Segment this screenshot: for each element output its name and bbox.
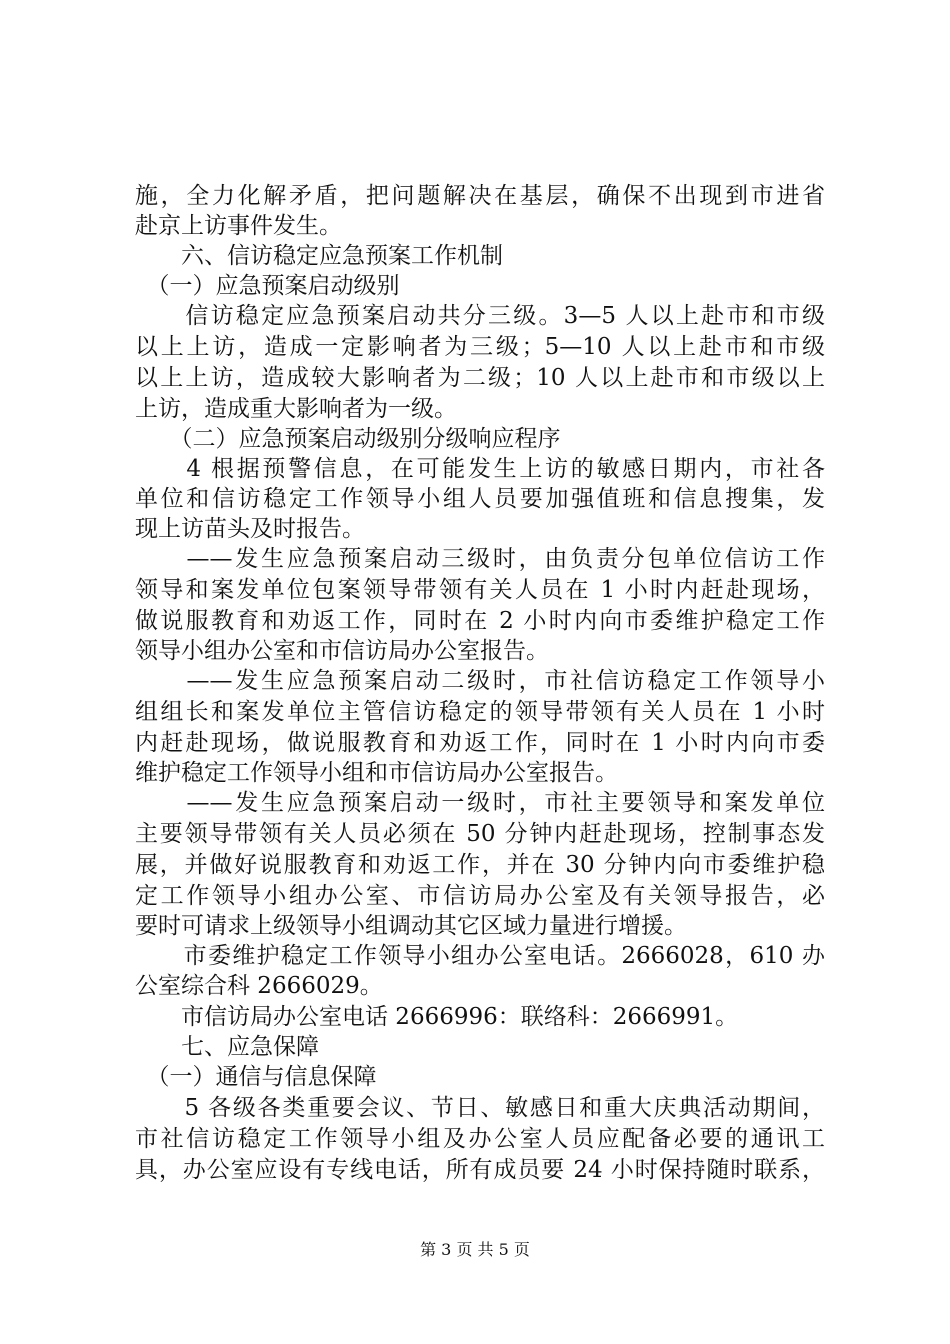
text-line: 以上上访，造成较大影响者为二级；10 人以上赴市和市级以上 (135, 365, 825, 391)
text-line: 市委维护稳定工作领导小组办公室电话。2666028，610 办 (135, 943, 825, 969)
subsection-heading: （二）应急预案启动级别分级响应程序 (135, 426, 561, 452)
text-line: 展，并做好说服教育和劝返工作，并在 30 分钟内向市委维护稳 (135, 852, 825, 878)
text-line: ——发生应急预案启动三级时，由负责分包单位信访工作 (135, 546, 825, 572)
section-heading: 六、信访稳定应急预案工作机制 (135, 243, 503, 269)
text-line: 领导小组办公室和市信访局办公室报告。 (135, 638, 549, 664)
text-line: 5 各级各类重要会议、节日、敏感日和重大庆典活动期间， (135, 1095, 825, 1121)
text-line: 内赶赴现场，做说服教育和劝返工作，同时在 1 小时内向市委 (135, 730, 825, 756)
text-line: 4 根据预警信息，在可能发生上访的敏感日期内，市社各 (135, 456, 825, 482)
text-line: 现上访苗头及时报告。 (135, 516, 365, 542)
text-line: 定工作领导小组办公室、市信访局办公室及有关领导报告，必 (135, 883, 825, 909)
text-line: 以上上访，造成一定影响者为三级；5—10 人以上赴市和市级 (135, 334, 825, 360)
text-line: 领导和案发单位包案领导带领有关人员在 1 小时内赶赴现场， (135, 577, 825, 603)
text-line: 赴京上访事件发生。 (135, 213, 342, 239)
section-heading: 七、应急保障 (135, 1034, 319, 1060)
text-line: 组组长和案发单位主管信访稳定的领导带领有关人员在 1 小时 (135, 699, 825, 725)
subsection-heading: （一）通信与信息保障 (135, 1064, 377, 1090)
text-line: ——发生应急预案启动二级时，市社信访稳定工作领导小 (135, 668, 825, 694)
text-line: 做说服教育和劝返工作，同时在 2 小时内向市委维护稳定工作 (135, 608, 825, 634)
text-line: 施，全力化解矛盾，把问题解决在基层，确保不出现到市进省 (135, 183, 825, 209)
text-line: 市信访局办公室电话 2666996：联络科：2666991。 (135, 1004, 739, 1030)
text-line: 要时可请求上级领导小组调动其它区域力量进行增援。 (135, 913, 687, 939)
text-line: 具，办公室应设有专线电话，所有成员要 24 小时保持随时联系， (135, 1157, 825, 1183)
page-footer: 第 3 页 共 5 页 (420, 1240, 530, 1259)
text-line: 主要领导带领有关人员必须在 50 分钟内赶赴现场，控制事态发 (135, 821, 825, 847)
subsection-heading: （一）应急预案启动级别 (135, 273, 400, 299)
text-line: 信访稳定应急预案启动共分三级。3—5 人以上赴市和市级 (135, 303, 825, 329)
text-line: 公室综合科 2666029。 (135, 973, 383, 999)
text-line: 维护稳定工作领导小组和市信访局办公室报告。 (135, 760, 618, 786)
text-line: 单位和信访稳定工作领导小组人员要加强值班和信息搜集，发 (135, 486, 825, 512)
text-line: ——发生应急预案启动一级时，市社主要领导和案发单位 (135, 790, 825, 816)
text-line: 上访，造成重大影响者为一级。 (135, 396, 457, 422)
text-line: 市社信访稳定工作领导小组及办公室人员应配备必要的通讯工 (135, 1126, 825, 1152)
